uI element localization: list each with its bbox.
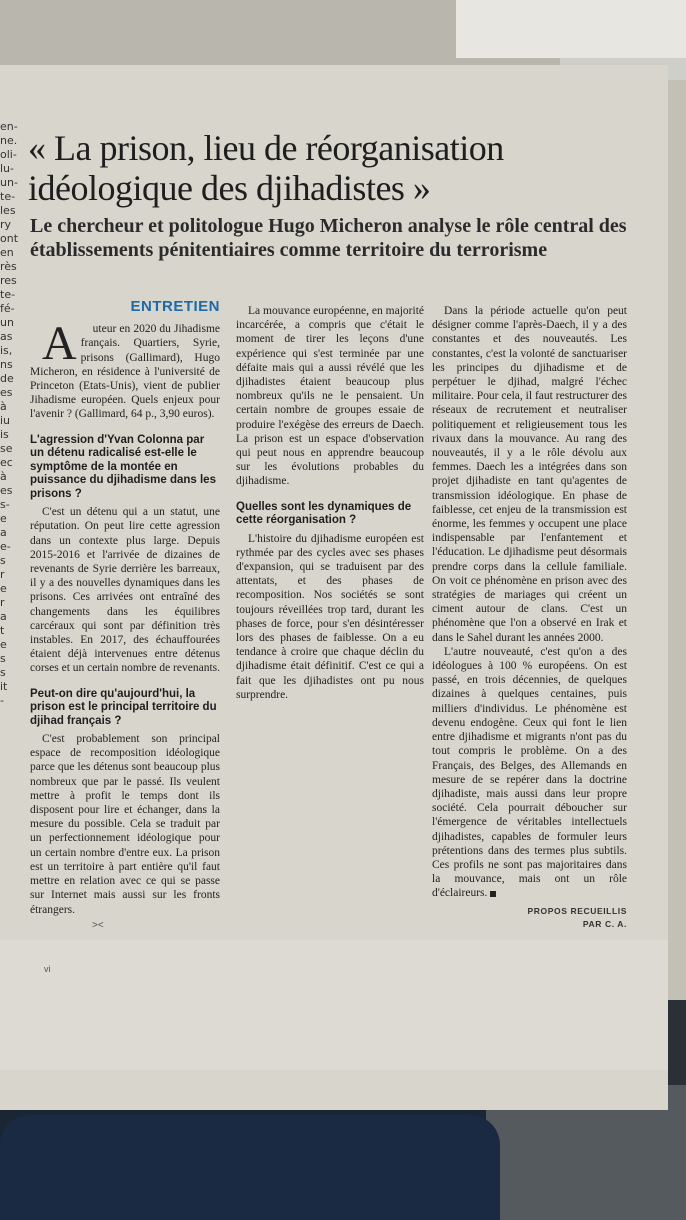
left-fragment: is, — [0, 344, 13, 357]
page-folio: vi — [44, 964, 51, 974]
lead-text: uteur en 2020 du Jihadisme français. Quartiers, Syrie, prisons (Gallimard), Hugo Micheron, en résidence à l'université de Princeton (Etats-Unis), vient de publier Jihadisme européen. Quels enjeux pour l'avenir ? (Gallimard, 64 p., 3,90 euros). — [30, 323, 220, 421]
left-fragment: iu — [0, 414, 11, 427]
answer-2-continued: La mouvance européenne, en majorité incarcérée, a compris que c'était le moment de tirer les leçons d'une expérience qui s'est terminée par une défaite mais qui a aussi révélé que les djihadistes étaient beaucoup plus nombreux qu'ils ne le pensaient. Un certain nombre de groupes essaie de produire l'exégèse des erreurs de Daech. La prison est un espace d'observation qui peut nous en apprendre beaucoup sur les évolutions probables du djihadisme. — [236, 305, 424, 488]
paper-corner — [456, 0, 686, 58]
left-fragment: a — [0, 526, 7, 539]
left-fragment: rès — [0, 260, 17, 273]
left-fragment: is — [0, 428, 9, 441]
left-fragment: t — [0, 624, 5, 637]
left-fragment: oli- — [0, 148, 17, 161]
column-3 — [432, 304, 627, 931]
left-fragment: ns — [0, 358, 13, 371]
answer-1: C'est un détenu qui a un statut, une réputation. On peut lire cette agression dans un contexte plus large. Depuis 2015-2016 et l'arrivée de dizaines de revenants de Syrie derrière les barreaux, il y a des nouvelles dynamiques dans les prisons. Ces arrivées ont entraîné des changements dans les équilibres carcéraux qui sont par définition très instables. En 2017, des échauffourées étaient déjà intervenues entre détenus corses et un certain nombre de revenants. — [30, 506, 220, 675]
left-fragment: te- — [0, 190, 16, 203]
end-square-icon — [490, 891, 496, 897]
left-fragment: r — [0, 568, 5, 581]
subheadline: Le chercheur et politologue Hugo Micheron analyse le rôle central des établissements pénitentiaires comme territoire du terrorisme — [30, 215, 627, 261]
left-fragment: en — [0, 246, 14, 259]
left-fragment: e — [0, 512, 7, 525]
signoff-line-1: PROPOS RECUEILLIS — [527, 905, 627, 916]
column-1 — [30, 300, 220, 917]
left-fragment: ont — [0, 232, 19, 245]
left-fragment: it — [0, 680, 8, 693]
left-fragment: as — [0, 330, 13, 343]
page-bottom-fold — [0, 940, 668, 1070]
left-fragment: res — [0, 274, 17, 287]
left-fragment: es — [0, 386, 13, 399]
answer-3: L'histoire du djihadisme européen est rythmée par des cycles avec ses phases d'expansion, qui se traduisent par des attentats, et des phases de recomposition. Nos sociétés se sont toujours réveillées trop tard, durant les phases de force, pour s'en désintéresser lors des phases de faiblesse. On a eu tendance à croire que chaque déclin du djihadisme était définitif. C'est ce qui a fait que les djihadistes ont pu nous surprendre. — [236, 532, 424, 701]
answer-3-final-text: L'autre nouveauté, c'est qu'on a des idéologues à 100 % européens. On est passé, en trois décennies, de quelques dizaines à quelques centaines, puis milliers d'individus. Le phénomène est devenu endogène. Ceux qui font le lien entre djihadisme et migrants n'ont pas du tout compris le problème. On a des Français, des Belges, des Allemands en mesure de se repérer dans la doctrine djihadiste, mais aussi dans leur propre société. Cela pourrait déboucher sur l'émergence de véritables intellectuels djihadistes, capables de formuler leurs prétentions dans des termes plus subtils. Ces profils ne sont pas majoritaires dans la mouvance, mais ont un rôle d'éclaireurs. — [432, 645, 627, 900]
left-fragment: te- — [0, 288, 16, 301]
column-2 — [236, 304, 424, 702]
page-edge — [668, 80, 686, 1000]
answer-2: C'est probablement son principal espace de recomposition idéologique parce que les détenus sont beaucoup plus nombreux que par le passé. Ils veulent mettre à profit le temps dont ils disposent pour lire et échanger, dans la mesure du possible. Cela se traduit par un perfectionnement idéologique pour un certain nombre d'entre eux. La prison est un territoire à part entière qu'il faut mettre en relation avec ce qui se passe sur Internet mais aussi sur les fronts étrangers. — [30, 733, 220, 916]
left-fragment: un- — [0, 176, 18, 189]
drop-cap: A — [42, 317, 77, 371]
left-fragment: ec — [0, 456, 13, 469]
question-1: L'agression d'Yvan Colonna par un détenu radicalisé est-elle le symptôme de la montée en puissance du djihadisme dans les prisons ? — [30, 433, 216, 500]
left-fragment: de — [0, 372, 14, 385]
cut-mark: >< — [92, 920, 104, 931]
left-fragment: ry — [0, 218, 12, 231]
left-fragment: fé- — [0, 302, 15, 315]
left-fragment: ne. — [0, 134, 18, 147]
signoff — [432, 905, 627, 931]
jeans-knee — [0, 1115, 500, 1220]
question-3: Quelles sont les dynamiques de cette réorganisation ? — [236, 500, 412, 527]
answer-3-continued: Dans la période actuelle qu'on peut désigner comme l'après-Daech, il y a des constantes et des nouveautés. Les constantes, c'est la volonté de sanctuariser les principes du djihadisme et de perpétuer le djihad, malgré l'échec militaire. Pour cela, il faut restructurer des réseaux de recrutement et neutraliser politiquement et religieusement tous les rivaux dans la mouvance. Au rang des nouveautés, il y a le rôle dévolu aux femmes. Daech les a intégrées dans son projet djihadiste en tant qu'agentes de transmission idéologique. En phase de faiblesse, cet enjeu de la transmission est énorme, les femmes y occupent une place indispensable par l'enfantement et l'éducation. Le djihadisme peut désormais prendre corps dans la cellule familiale. On voit ce phénomène en prison avec des stratégies de mariages qui créent un ciment autour de clans. C'est un phénomène que l'on a observé en Irak et dans le Sahel durant les années 2000. — [432, 305, 627, 644]
answer-3-final — [432, 645, 627, 901]
left-fragment: un — [0, 316, 14, 329]
left-fragment: s — [0, 554, 6, 567]
left-fragment: s — [0, 652, 6, 665]
left-column-fragments — [0, 120, 19, 708]
left-fragment: - — [0, 694, 4, 707]
signoff-line-2: PAR C. A. — [582, 918, 627, 929]
left-fragment: lu- — [0, 162, 14, 175]
left-fragment: e- — [0, 540, 11, 553]
section-kicker: ENTRETIEN — [130, 298, 220, 315]
left-fragment: se — [0, 442, 13, 455]
left-fragment: à — [0, 470, 7, 483]
left-fragment: es — [0, 484, 13, 497]
question-2: Peut-on dire qu'aujourd'hui, la prison est le principal territoire du djihad français ? — [30, 687, 217, 727]
left-fragment: s- — [0, 498, 10, 511]
lead-paragraph — [30, 317, 220, 421]
left-fragment: e — [0, 638, 7, 651]
left-fragment: en- — [0, 120, 18, 133]
left-fragment: à — [0, 400, 7, 413]
left-fragment: s — [0, 666, 6, 679]
left-fragment: a — [0, 610, 7, 623]
left-fragment: les — [0, 204, 16, 217]
left-fragment: r — [0, 596, 5, 609]
headline: « La prison, lieu de réorganisation idéologique des djihadistes » — [28, 128, 504, 208]
left-fragment: e — [0, 582, 7, 595]
